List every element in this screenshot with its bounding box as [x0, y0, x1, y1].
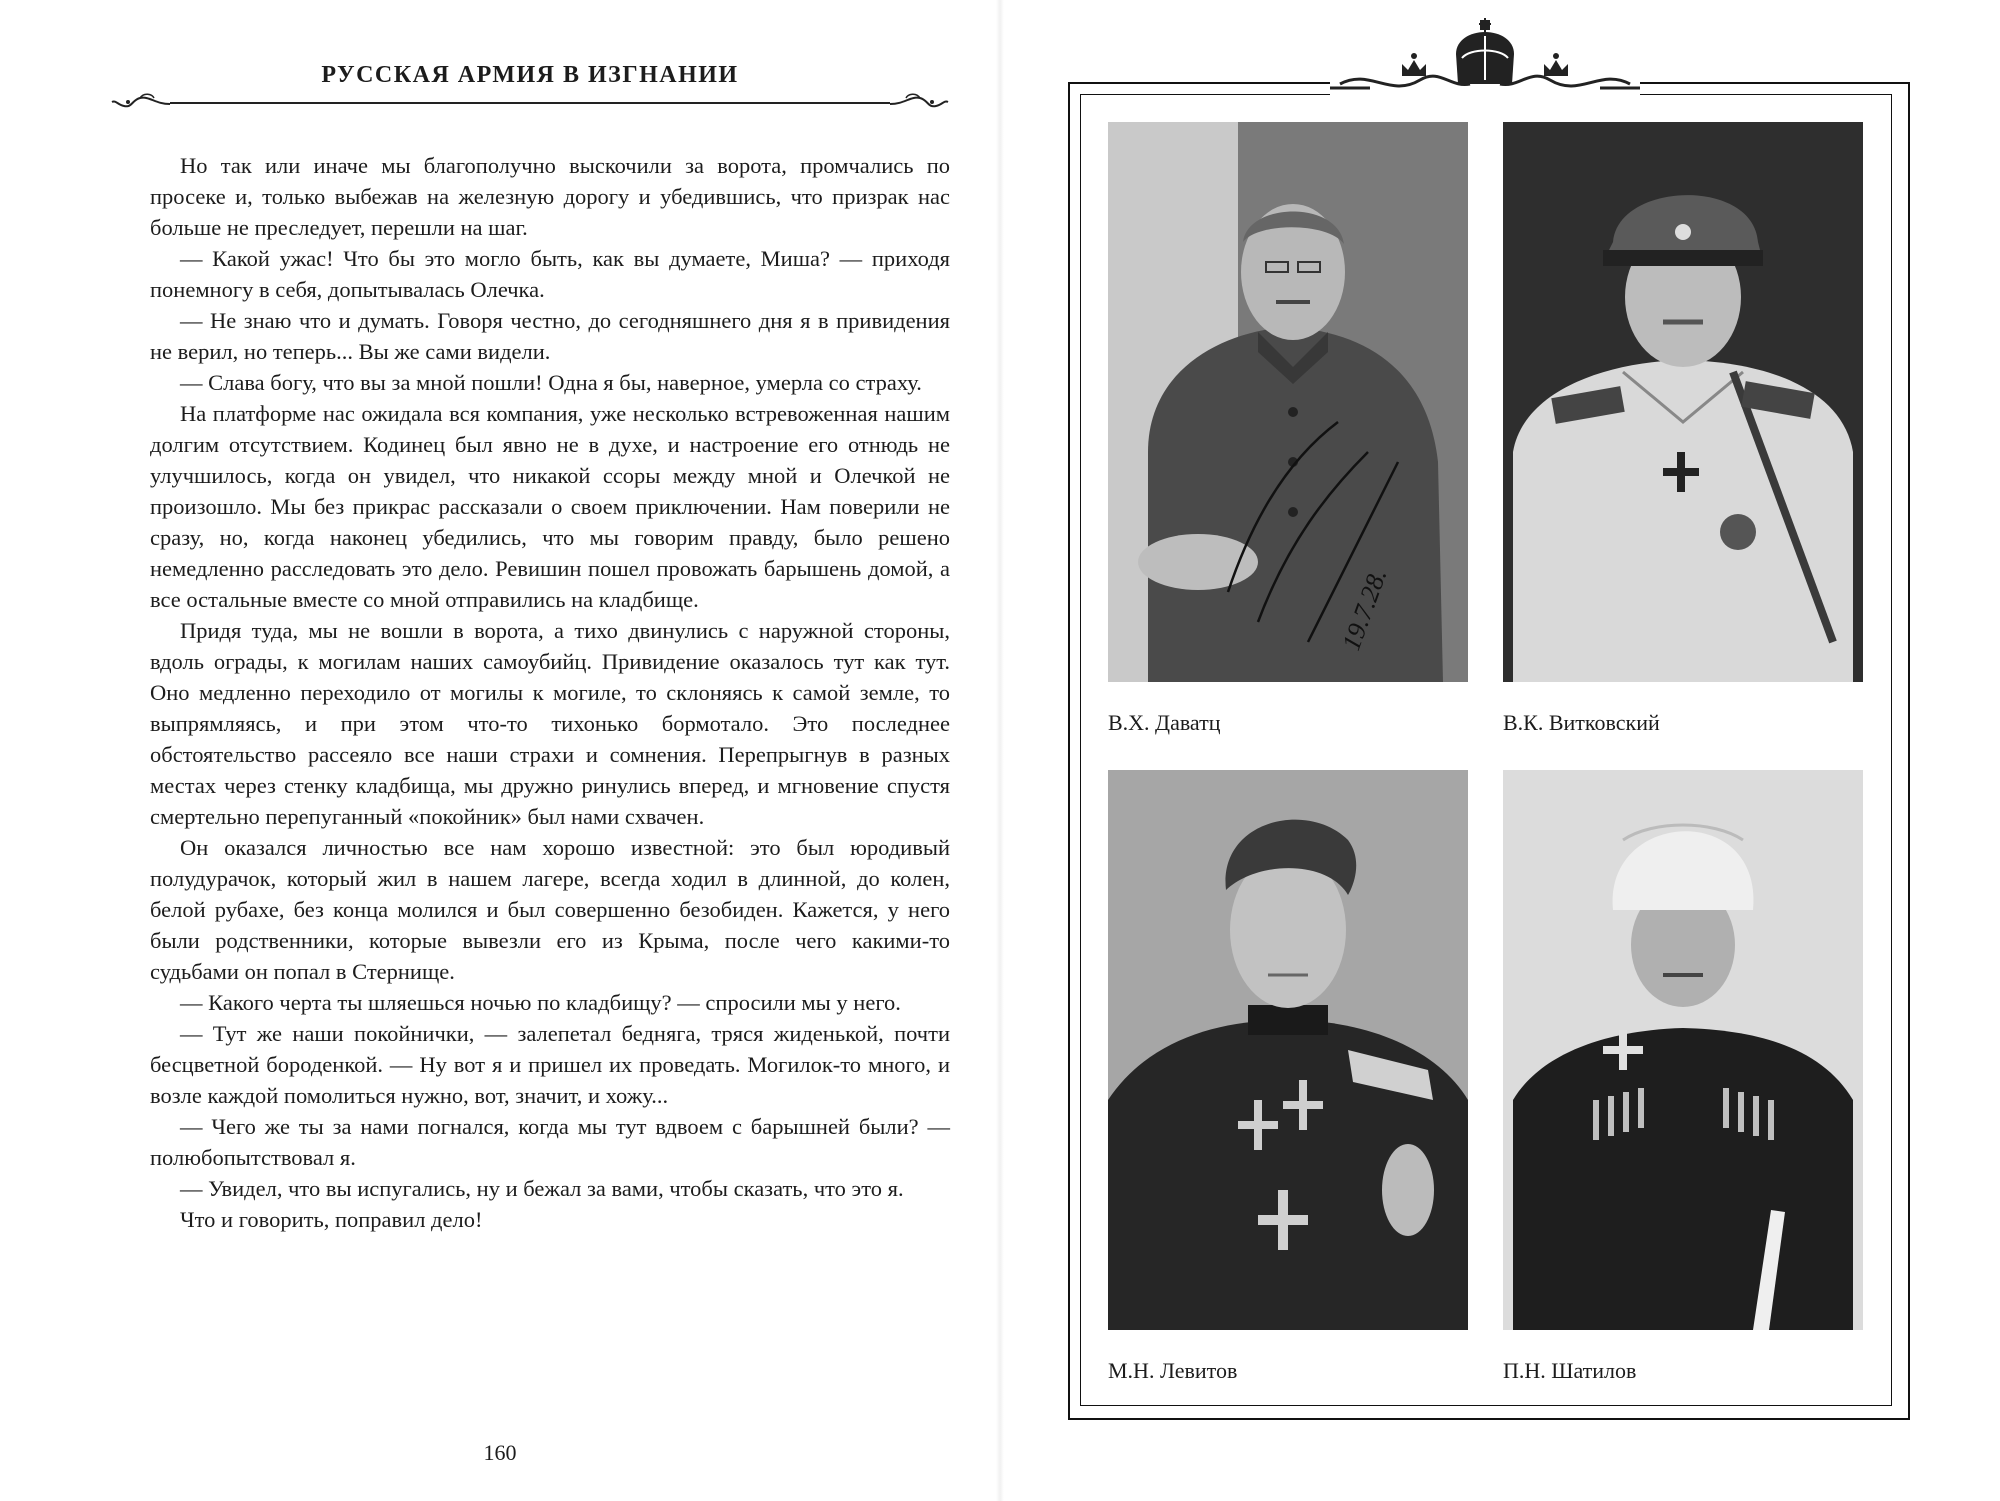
- portrait-davatts: [1108, 122, 1468, 682]
- paragraph: Придя туда, мы не вошли в ворота, а тихо двинулись с наружной стороны, вдоль ограды, к могилам наших самоубийц. Привидение оказалось тут как тут. Оно медленно переходило от могилы к могиле, то склоняясь к самой земле, то выпрямляясь, и при этом что-то тихонько бормотало. Это последнее обстоятельство рассеяло все наши страхи и сомнения. Перепрыгнув в разных местах через стенку кладбища, мы дружно ринулись вперед, и мгновение спустя смертельно перепуганный «покойник» был нами схвачен.: [150, 618, 950, 829]
- photo-cell-davatts: [1108, 122, 1468, 736]
- caption-shatilov: П.Н. Шатилов: [1503, 1358, 1637, 1383]
- running-head-rule: [170, 102, 890, 104]
- paragraph: — Слава богу, что вы за мной пошли! Одна я бы, наверное, умерла со страху.: [180, 370, 922, 395]
- paragraph: На платформе нас ожидала вся компания, уже несколько встревоженная нашим долгим отсутствием. Кодинец был явно не в духе, и настроение его отнюдь не улучшилось, когда он увидел, что никакой ссоры между мной и Олечкой не произошло. Мы без прикрас рассказали о своем приключении. Нам поверили не сразу, но, когда наконец убедились, что мы говорим правду, было решено немедленно расследовать это дело. Ревишин пошел провожать барышень домой, а все остальные вместе со мной отправились на кладбище.: [150, 401, 950, 612]
- caption-davatts: В.Х. Даватц: [1108, 710, 1221, 735]
- paragraph: — Не знаю что и думать. Говоря честно, до сегодняшнего дня я в привидения не верил, но теперь... Вы же сами видели.: [150, 308, 950, 364]
- caption-levitov: М.Н. Левитов: [1108, 1358, 1238, 1383]
- crown-ornament-icon: [1330, 18, 1640, 108]
- portrait-vitkovsky: [1503, 122, 1863, 682]
- photo-cell-shatilov: [1503, 770, 1863, 1384]
- paragraph: Он оказался личностью все нам хорошо известной: это был юродивый полудурачок, который жил в нашем лагере, всегда ходил в длинной, до колен, белой рубахе, без конца молился и был совершенно безобиден. Кажется, у него были родственники, которые вывезли его из Крыма, после чего какими-то судьбами он попал в Стернище.: [150, 835, 950, 984]
- portrait-shatilov: [1503, 770, 1863, 1330]
- page-number: 160: [483, 1440, 517, 1465]
- body-text: [150, 150, 950, 1235]
- paragraph: — Тут же наши покойнички, — залепетал бедняга, тряся жиденькой, почти бесцветной бороденкой. — Ну вот я и пришел их проведать. Могилок-то много, и возле каждой помолиться нужно, вот, значит, и хожу...: [150, 1021, 950, 1108]
- paragraph: Но так или иначе мы благополучно выскочили за ворота, промчались по просеке и, только выбежав на железную дорогу и убедившись, что призрак нас больше не преследует, перешли на шаг.: [150, 153, 950, 240]
- photo-cell-levitov: [1108, 770, 1468, 1384]
- running-head-title: РУССКАЯ АРМИЯ В ИЗГНАНИИ: [321, 62, 739, 88]
- portrait-levitov: [1108, 770, 1468, 1330]
- photo-cell-vitkovsky: [1503, 122, 1863, 736]
- paragraph: Что и говорить, поправил дело!: [180, 1207, 483, 1232]
- paragraph: — Чего же ты за нами погнался, когда мы тут вдвоем с барышней были? — полюбопытствовал я.: [150, 1114, 950, 1170]
- running-head: [110, 56, 950, 106]
- autograph-date: 19.7.28.: [1336, 564, 1393, 655]
- paragraph: — Какой ужас! Что бы это могло быть, как вы думаете, Миша? — приходя понемногу в себя, допытывалась Олечка.: [150, 246, 950, 302]
- paragraph: — Увидел, что вы испугались, ну и бежал за вами, чтобы сказать, что это я.: [180, 1176, 904, 1201]
- flourish-left-icon: [110, 90, 172, 114]
- right-page: [1000, 0, 2000, 1501]
- flourish-right-icon: [888, 90, 950, 114]
- caption-vitkovsky: В.К. Витковский: [1503, 710, 1660, 735]
- paragraph: — Какого черта ты шляешься ночью по кладбищу? — спросили мы у него.: [180, 990, 901, 1015]
